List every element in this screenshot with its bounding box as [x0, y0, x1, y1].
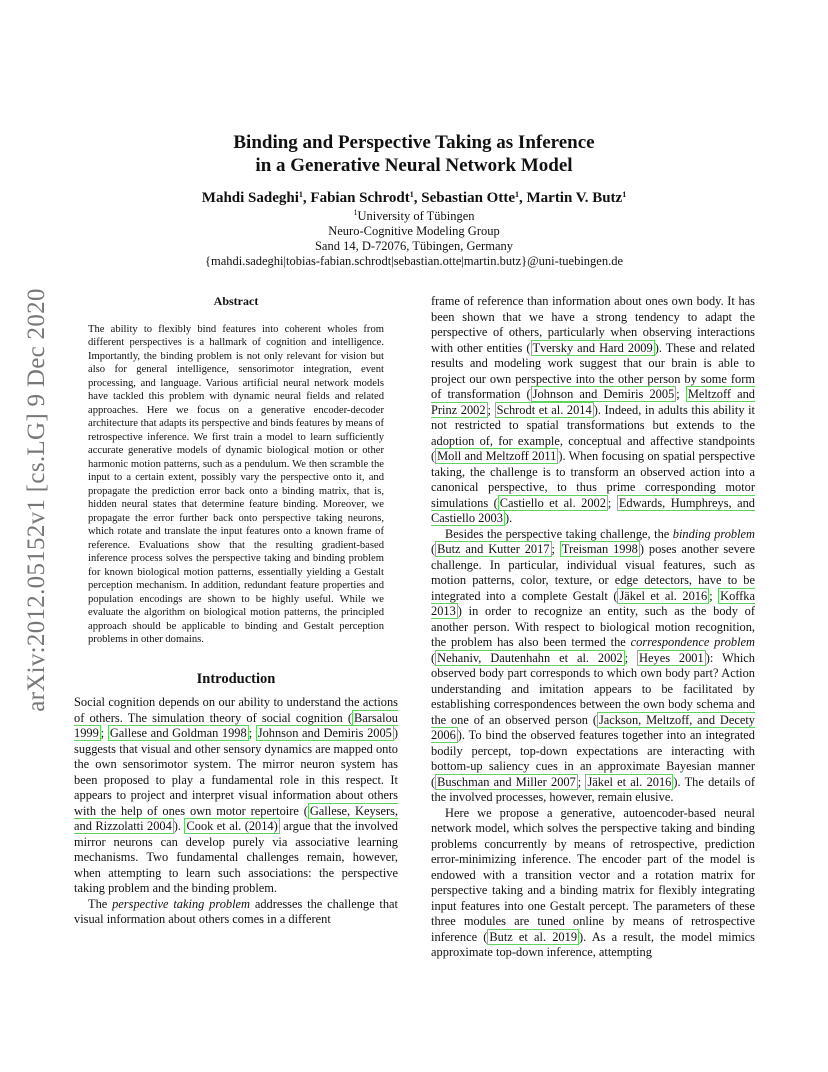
citation-link[interactable]: Nehaniv, Dautenhahn et al. 2002	[437, 650, 623, 665]
author-sup: 1	[515, 190, 519, 199]
citation-link[interactable]: Gallese, Keysers, and Rizzolatti 2004	[74, 803, 399, 833]
citation-link[interactable]: Johnson and Demiris 2005	[532, 387, 675, 401]
citation-link[interactable]: Jäkel et al. 2016	[587, 774, 672, 789]
intro-paragraph-2: The perspective taking problem addresses the challenge that visual information about others comes in a different	[74, 896, 398, 926]
author-sup: 1	[409, 190, 414, 199]
abstract-text: The ability to flexibly bind features into coherent wholes from different perspectives is a hallmark of cognition and intelligence. Importantly, the binding problem is not only relevant for vision but also for general intelligence, sensorimotor integration, event processing, and language. Various artificial neural network models have tackled this problem with dynamic neural fields and related approaches. Here we focus on a generative encoder-decoder architecture that adapts its perspective and binds features by means of retrospective inference. We first train a model to learn sufficiently accurate generative models of dynamic biological motion or other harmonic motion patterns, such as a pendulum. We then scramble the input to a certain extent, possibly vary the perspective onto it, and propagate the prediction error back onto a binding matrix, that is, hidden neural states that determine feature binding. Moreover, we propagate the error further back onto perspective taking neurons, which rotate and translate the input features onto a known frame of reference. Evaluations show that the resulting gradient-based inference process solves the perspective taking and binding problem for known biological motion patterns, essentially yielding a Gestalt perception mechanism. In addition, redundant feature properties and population encodings are shown to be highly useful. While we evaluate the algorithm on biological motion patterns, the principled approach should be applicable to binding and Gestalt perception problems in other domains.	[88, 323, 384, 645]
affiliation-emails: {mahdi.sadeghi|tobias-fabian.schrodt|sebastian.otte|martin.butz}@uni-tuebingen.de	[204, 254, 624, 268]
author-sup: 1	[622, 190, 627, 199]
affiliation-university: $^1$University of Tübingen	[353, 208, 475, 223]
citation-link[interactable]: Heyes 2001	[639, 650, 704, 665]
citation-link[interactable]: Meltzoff and Prinz 2002	[431, 387, 755, 417]
author-name: Mahdi Sadeghi	[201, 190, 299, 206]
citation-link[interactable]: Edwards, Humphreys, and Castiello 2003	[431, 495, 755, 525]
emphasis-term: binding problem	[672, 526, 755, 541]
citation-link[interactable]: Koffka 2013	[431, 588, 756, 618]
affiliation-group: Neuro-Cognitive Modeling Group	[328, 224, 500, 238]
author-sup: 1	[298, 190, 303, 199]
right-paragraph-1: frame of reference than information about ones own body. It has been shown that we have a strong tendency to adapt the perspective of others, particularly when observing interactions with other entities ( Tversky and Hard 2009 ). These and related results and modeling work suggest that our brain is able to project our own perspective into the other person by some form of transformation ( Johnson and Demiris 2005 ; Meltzoff and Prinz 2002 ; Schrodt et al. 2014 ). Indeed, in adults this ability it not restricted to spatial transformations but extends to the adoption of, for example, conceptual and affective standpoints ( Moll and Meltzoff 2011 ). When focusing on spatial perspective taking, the challenge is to transform an observed action into a canonical perspective, to thus prime corresponding motor simulations ( Castiello et al. 2002 ; Edwards, Humphreys, and Castiello 2003 ).	[431, 294, 755, 525]
citation-link[interactable]: Schrodt et al. 2014	[496, 402, 592, 417]
emphasis-term: correspondence problem	[630, 635, 755, 649]
citation-link[interactable]: Buschman and Miller 2007	[437, 774, 576, 789]
citation-link[interactable]: Tversky and Hard 2009	[532, 340, 653, 355]
citation-link[interactable]: Butz and Kutter 2017	[437, 542, 550, 556]
citation-link[interactable]: Jackson, Meltzoff, and Decety 2006	[431, 712, 755, 742]
abstract-heading: Abstract	[213, 294, 259, 308]
emphasis-term: perspective taking problem	[112, 896, 250, 911]
intro-paragraph-1: Social cognition depends on our ability to understand the actions of others. The simulation theory of social cognition ( Barsalou 1999 ; Gallese and Goldman 1998 ; Johnson and Demiris 2005 ) suggests that visual and other sensory dynamics are mapped onto the own sensorimotor system. The mirror neuron system has been proposed to play a fundamental role in this respect. It appears to project and interpret visual information about others with the help of ones own motor repertoire ( Gallese, Keysers, and Rizzolatti 2004 ). Cook et al. (2014) argue that the involved mirror neurons can develop purely via associative learning mechanisms. Two fundamental challenges remain, however, when attempting to learn such associations: the perspective taking problem and the binding problem.	[74, 695, 399, 895]
right-paragraph-2: Besides the perspective taking challenge, the binding problem ( Butz and Kutter 2017 ; Treisman 1998 ) poses another severe challenge. In particular, individual visual features, such as motion patterns, color, texture, or edge detectors, have to be integrated into a complete Gestalt ( Jäkel et al. 2016 ; Koffka 2013 ) in order to recognize an entity, such as the body of another person. With respect to biological motion recognition, the problem has also been termed the correspondence problem ( Nehaniv, Dautenhahn et al. 2002 ; Heyes 2001 ): Which observed body part corresponds to which own body part? Action understanding and imitation appears to be facilitated by establishing correspondences between the own body schema and the one of an observed person ( Jackson, Meltzoff, and Decety 2006 ). To bind the observed features together into an integrated bodily percept, top-down expectations are interacting with bottom-up saliency cues in an approximate Bayesian manner ( Buschman and Miller 2007 ; Jäkel et al. 2016 ). The details of the involved processes, however, remain elusive.	[431, 526, 756, 804]
left-column	[74, 294, 398, 928]
author-name: Martin V. Butz	[526, 190, 623, 206]
affiliation-block	[120, 209, 708, 269]
affiliation-address: Sand 14, D-72076, Tübingen, Germany	[314, 239, 513, 253]
arxiv-id-text: arXiv:2012.05152v1 [cs.LG] 9 Dec 2020	[23, 288, 50, 712]
author-name: Sebastian Otte	[421, 190, 515, 206]
arxiv-identifier	[22, 290, 52, 710]
introduction-heading: Introduction	[196, 670, 276, 687]
title-line-2: in a Generative Neural Network Model	[255, 155, 573, 176]
citation-link[interactable]: Johnson and Demiris 2005	[257, 726, 392, 740]
citation-link[interactable]: Jäkel et al. 2016	[619, 588, 708, 603]
right-paragraph-3: Here we propose a generative, autoencoder-based neural network model, which solves the perspective taking and binding problems concurrently by means of retrospective, prediction error-minimizing inference. The encoder part of the model is endowed with a transition vector and a rotation matrix for perspective taking and a binding matrix for flexibly integrating input features into one Gestalt percept. The parameters of these three modules are tuned online by means of retrospective inference ( Butz et al. 2019 ). As a result, the model mimics approximate top-down inference, attempting	[431, 805, 755, 959]
citation-link[interactable]: Moll and Meltzoff 2011	[437, 449, 557, 463]
affiliation-sup: 1	[353, 208, 358, 217]
citation-link[interactable]: Treisman 1998	[561, 542, 638, 556]
citation-link[interactable]: Butz et al. 2019	[489, 929, 578, 944]
right-column	[431, 294, 755, 961]
title-line-1: Binding and Perspective Taking as Inference	[233, 132, 595, 153]
citation-link[interactable]: Gallese and Goldman 1998	[109, 726, 247, 740]
paper-title	[150, 131, 678, 177]
citation-link[interactable]: Castiello et al. 2002	[499, 495, 606, 510]
author-list: Mahdi Sadeghi$^1$, Fabian Schrodt$^1$, Sebastian Otte$^1$, Martin V. Butz$^1$	[201, 190, 627, 206]
author-name: Fabian Schrodt	[310, 190, 410, 206]
citation-link[interactable]: Cook et al. (2014)	[186, 819, 278, 833]
citation-link[interactable]: Barsalou 1999	[74, 710, 398, 740]
